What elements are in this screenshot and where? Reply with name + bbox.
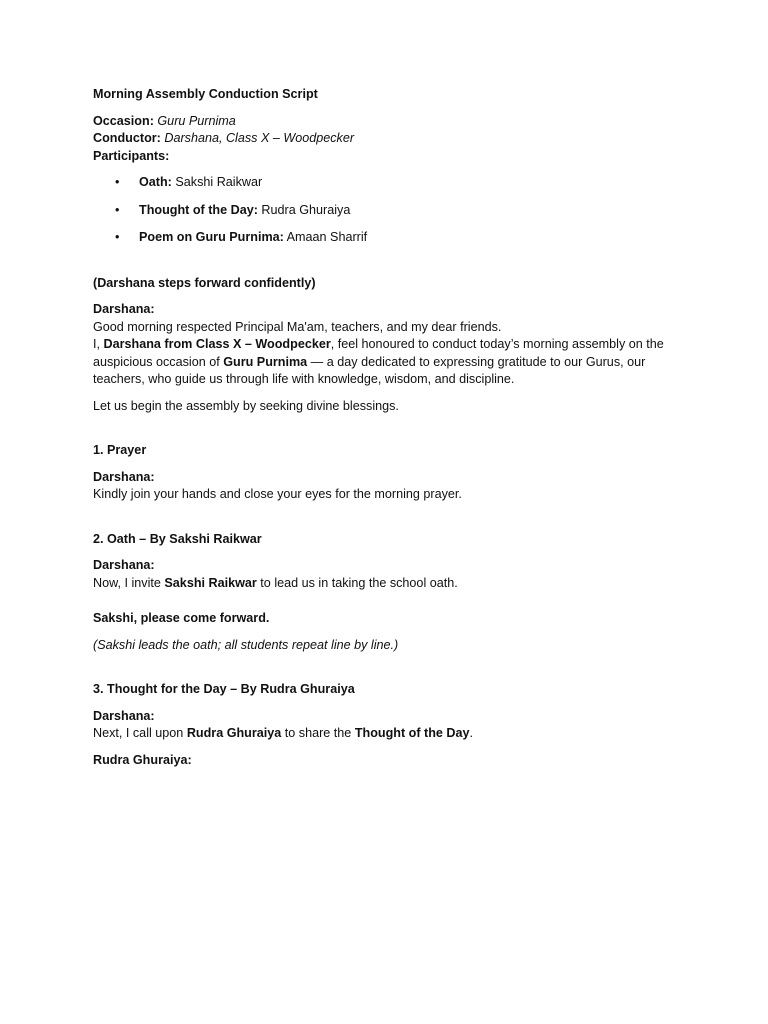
bullet-icon: • bbox=[115, 202, 120, 217]
participants-list bbox=[93, 174, 683, 247]
section-prayer-title: 1. Prayer bbox=[93, 443, 147, 457]
oath-line: Now, I invite Sakshi Raikwar to lead us in taking the school oath. bbox=[93, 575, 458, 590]
intro-paragraph: I, Darshana from Class X – Woodpecker, feel honoured to conduct today’s morning assembly on the auspicious occasion of Guru Purnima — a day dedicated to expressing gratitude to our Gurus, our teachers, who guide us through life with knowledge, wisdom, and discipline. bbox=[93, 337, 664, 386]
section-prayer-body bbox=[93, 469, 683, 504]
conductor-line: Conductor: Darshana, Class X – Woodpecker bbox=[93, 131, 355, 145]
bullet-icon: • bbox=[115, 175, 120, 189]
prayer-line: Kindly join your hands and close your eyes for the morning prayer. bbox=[93, 487, 462, 501]
intro-block bbox=[93, 301, 683, 389]
list-item: • Poem on Guru Purnima: Amaan Sharrif bbox=[93, 229, 683, 247]
oath-call: Sakshi, please come forward. bbox=[93, 611, 270, 625]
speaker-label: Darshana: bbox=[93, 558, 155, 572]
document-page bbox=[93, 86, 683, 778]
list-item: • Oath: Sakshi Raikwar bbox=[93, 174, 683, 192]
speaker-label: Darshana: bbox=[93, 708, 155, 723]
section-thought-body bbox=[93, 708, 683, 743]
stage-direction: (Darshana steps forward confidently) bbox=[93, 275, 316, 290]
section-oath-body bbox=[93, 557, 683, 592]
occasion-line: Occasion: Guru Purnima bbox=[93, 113, 236, 128]
bullet-icon: • bbox=[115, 230, 120, 244]
oath-stage-direction: (Sakshi leads the oath; all students repeat line by line.) bbox=[93, 637, 399, 652]
thought-line: Next, I call upon Rudra Ghuraiya to share the Thought of the Day. bbox=[93, 726, 474, 740]
meta-block bbox=[93, 113, 683, 247]
thought-speaker-label: Rudra Ghuraiya: bbox=[93, 752, 192, 767]
list-item: • Thought of the Day: Rudra Ghuraiya bbox=[93, 202, 683, 220]
speaker-label: Darshana: bbox=[93, 469, 155, 484]
document-title: Morning Assembly Conduction Script bbox=[93, 87, 318, 101]
intro-greeting: Good morning respected Principal Ma'am, teachers, and my dear friends. bbox=[93, 319, 502, 334]
begin-line: Let us begin the assembly by seeking divine blessings. bbox=[93, 398, 399, 413]
section-oath-title: 2. Oath – By Sakshi Raikwar bbox=[93, 531, 262, 546]
participants-label: Participants: bbox=[93, 148, 170, 163]
speaker-label: Darshana: bbox=[93, 302, 155, 316]
section-thought-title: 3. Thought for the Day – By Rudra Ghuraiya bbox=[93, 682, 355, 696]
